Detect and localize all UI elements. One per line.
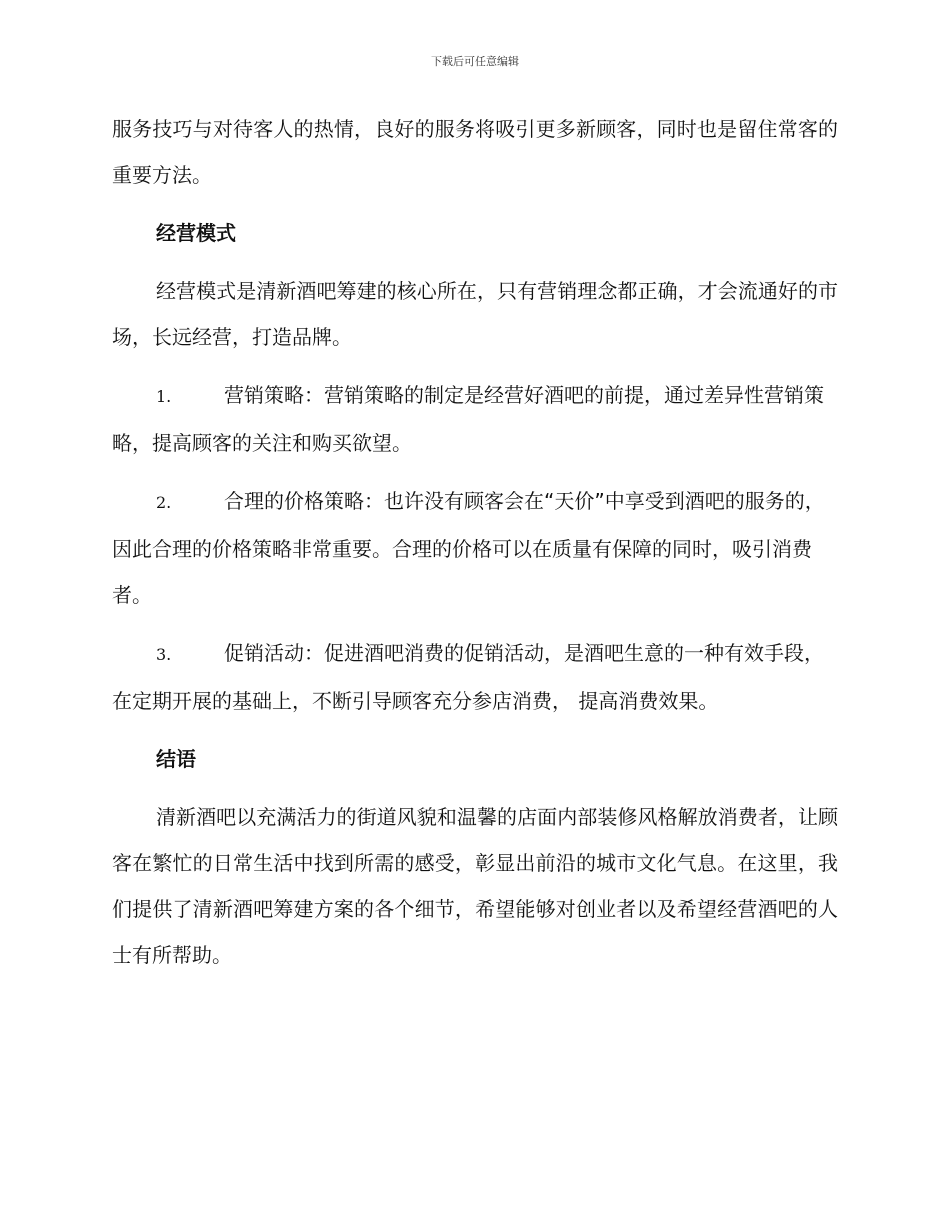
conclusion-paragraph: 清新酒吧以充满活力的街道风貌和温馨的店面内部装修风格解放消费者，让顾客在繁忙的日常生活中找到所需的感受，彰显出前沿的城市文化气息。在这里，我们提供了清新酒吧筹建方案的各个细节，希望能够对创业者以及希望经营酒吧的人士有所帮助。 [112,805,838,967]
list-item-number: 1. [156,387,172,406]
list-item-text: 营销策略：营销策略的制定是经营好酒吧的前提，通过差异性营销策略，提高顾客的关注和购买欲望。 [112,383,824,455]
document-body [112,106,838,990]
section-heading-business-model: 经营模式 [156,221,236,245]
list-item-text: 促销活动：促进酒吧消费的促销活动，是酒吧生意的一种有效手段，在定期开展的基础上，不断引导顾客充分参店消费， 提高消费效果。 [112,641,824,713]
list-item [112,478,838,618]
intro-paragraph: 服务技巧与对待客人的热情，良好的服务将吸引更多新顾客，同时也是留住常客的重要方法。 [112,117,838,187]
list-item-text: 合理的价格策略：也许没有顾客会在“天价”中享受到酒吧的服务的，因此合理的价格策略非常重要。合理的价格可以在质量有保障的同时，吸引消费者。 [112,489,825,607]
page-header-note: 下载后可任意编辑 [431,55,519,68]
section-heading-conclusion: 结语 [156,747,196,771]
business-model-paragraph: 经营模式是清新酒吧筹建的核心所在，只有营销理念都正确，才会流通好的市场，长远经营，打造品牌。 [112,279,838,349]
list-item [112,372,838,466]
list-item-number: 3. [156,645,172,664]
list-item-number: 2. [156,493,172,512]
list-item [112,630,838,724]
